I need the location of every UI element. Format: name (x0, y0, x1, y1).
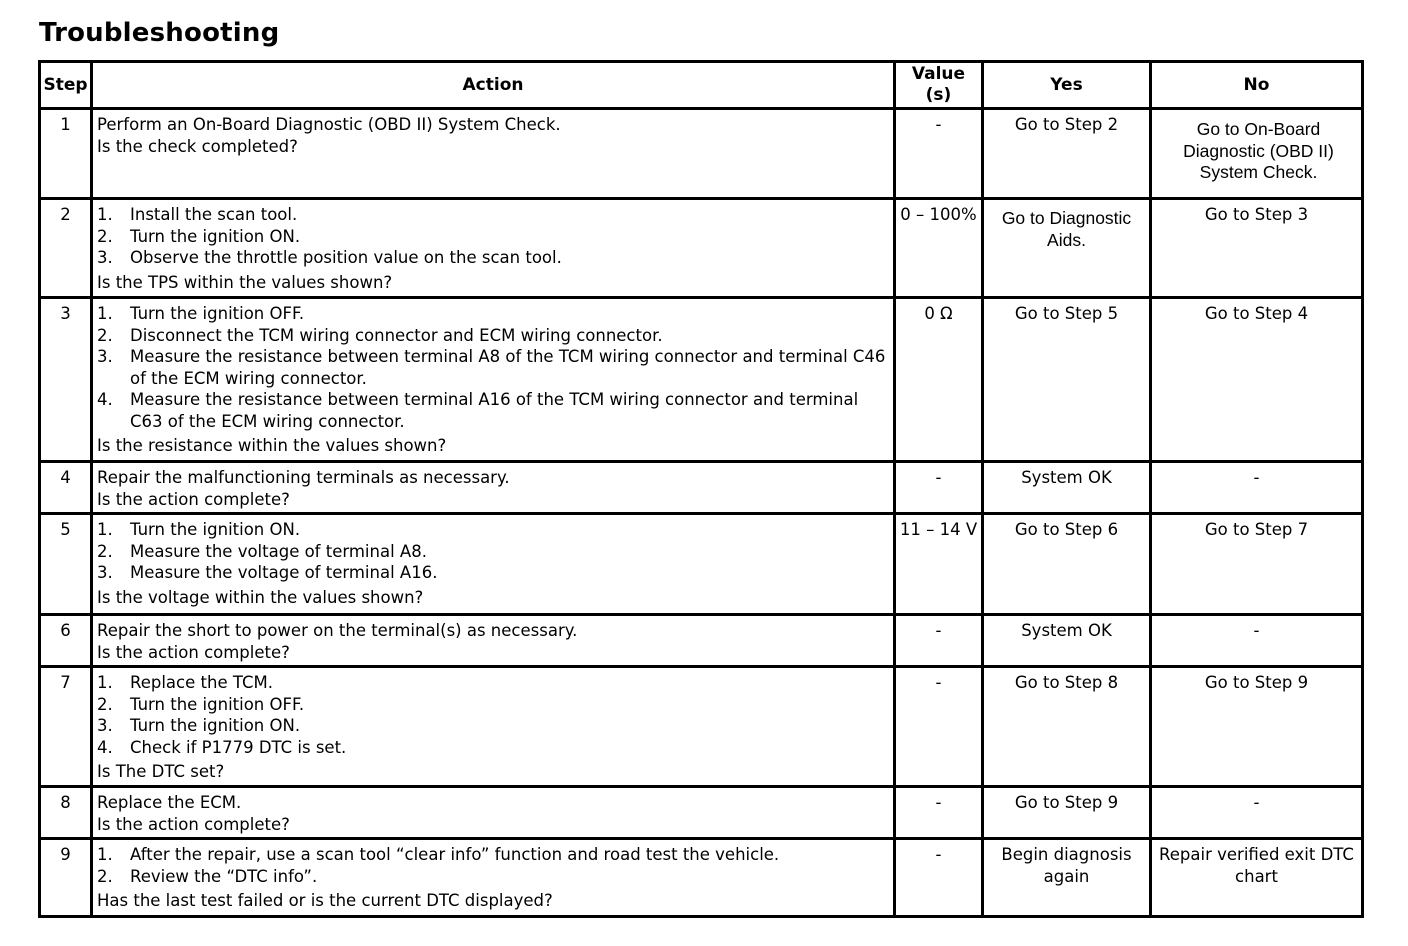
no-cell: - (1151, 615, 1363, 667)
action-step: 4. Measure the resistance between terminal A16 of the TCM wiring connector and terminal C63 of the ECM wiring connector. (97, 390, 859, 431)
action-cell (92, 839, 895, 917)
table-row (40, 199, 1363, 298)
header-step: Step (40, 62, 92, 109)
action-step-text: Measure the voltage of terminal A8. (130, 541, 427, 561)
action-step: 1. After the repair, use a scan tool “clear info” function and road test the vehicle. (97, 845, 780, 864)
action-step: 2. Review the “DTC info”. (97, 866, 318, 886)
no-cell: Go to Step 7 (1151, 514, 1363, 615)
action-step: 3. Measure the resistance between terminal A8 of the TCM wiring connector and terminal C46 of the ECM wiring connector. (97, 347, 886, 388)
header-action: Action (92, 62, 895, 109)
action-cell (92, 787, 895, 839)
action-step-text: Measure the resistance between terminal A16 of the TCM wiring connector and terminal C63 of the ECM wiring connector. (130, 390, 859, 431)
action-steps-list (97, 672, 889, 758)
table-header-row (40, 62, 1363, 109)
action-line: Is the check completed? (97, 136, 298, 156)
action-step: 1. Turn the ignition ON. (97, 520, 301, 539)
action-step: 3. Turn the ignition ON. (97, 716, 301, 735)
action-step-text: Replace the TCM. (130, 673, 273, 692)
step-number: 5 (40, 514, 92, 615)
yes-cell: System OK (983, 615, 1151, 667)
action-line: Replace the ECM. (97, 793, 242, 812)
table-row (40, 462, 1363, 514)
action-step: 2. Measure the voltage of terminal A8. (97, 541, 427, 561)
action-cell (92, 615, 895, 667)
action-step-text: Measure the resistance between terminal A8 of the TCM wiring connector and terminal C46 of the ECM wiring connector. (130, 347, 886, 388)
yes-cell: Go to Diagnostic Aids. (983, 199, 1151, 298)
yes-cell: Go to Step 8 (983, 667, 1151, 787)
action-cell (92, 199, 895, 298)
action-steps-list (97, 204, 889, 269)
action-line: Repair the malfunctioning terminals as necessary. (97, 468, 510, 487)
action-steps-list (97, 519, 889, 584)
table-row (40, 514, 1363, 615)
action-step-text: Disconnect the TCM wiring connector and ECM wiring connector. (130, 325, 663, 345)
yes-cell: Go to Step 2 (983, 109, 1151, 199)
action-step-text: Check if P1779 DTC is set. (130, 737, 347, 757)
action-steps-list (97, 303, 889, 432)
table-row (40, 615, 1363, 667)
action-cell (92, 514, 895, 615)
action-step: 1. Replace the TCM. (97, 673, 273, 692)
yes-cell: Begin diagnosis again (983, 839, 1151, 917)
table-row (40, 298, 1363, 462)
action-steps-list (97, 844, 889, 887)
no-cell: Go to On-Board Diagnostic (OBD II) System Check. (1151, 109, 1363, 199)
yes-cell: Go to Step 9 (983, 787, 1151, 839)
action-step-text: Observe the throttle position value on the scan tool. (130, 248, 562, 267)
value-cell: - (895, 462, 983, 514)
table-row (40, 109, 1363, 199)
no-cell: Go to Step 3 (1151, 199, 1363, 298)
action-step: 4. Check if P1779 DTC is set. (97, 737, 347, 757)
action-cell (92, 109, 895, 199)
action-step: 2. Disconnect the TCM wiring connector and ECM wiring connector. (97, 325, 663, 345)
no-cell: - (1151, 462, 1363, 514)
action-question: Is the voltage within the values shown? (97, 587, 424, 607)
action-question: Is the TPS within the values shown? (97, 272, 393, 292)
value-cell: 0 – 100% (895, 199, 983, 298)
troubleshooting-table (38, 60, 1364, 918)
step-number: 8 (40, 787, 92, 839)
table-row (40, 839, 1363, 917)
no-cell: - (1151, 787, 1363, 839)
yes-cell: Go to Step 6 (983, 514, 1151, 615)
action-step-text: Install the scan tool. (130, 205, 298, 224)
action-line: Is the action complete? (97, 489, 290, 509)
page-title: Troubleshooting (39, 18, 280, 48)
value-cell: - (895, 839, 983, 917)
value-cell: - (895, 667, 983, 787)
step-number: 3 (40, 298, 92, 462)
action-line: Repair the short to power on the terminal(s) as necessary. (97, 621, 578, 640)
action-step: 1. Install the scan tool. (97, 205, 298, 224)
value-cell: - (895, 615, 983, 667)
action-step-text: Turn the ignition ON. (130, 226, 301, 246)
action-step: 2. Turn the ignition ON. (97, 226, 301, 246)
step-number: 7 (40, 667, 92, 787)
step-number: 2 (40, 199, 92, 298)
header-value: Value (s) (895, 62, 983, 109)
table-row (40, 667, 1363, 787)
action-step: 3. Measure the voltage of terminal A16. (97, 563, 438, 582)
action-step-text: Turn the ignition OFF. (130, 304, 305, 323)
action-cell (92, 667, 895, 787)
action-step: 2. Turn the ignition OFF. (97, 694, 305, 714)
action-step: 3. Observe the throttle position value on the scan tool. (97, 248, 562, 267)
step-number: 1 (40, 109, 92, 199)
value-cell: - (895, 787, 983, 839)
header-no: No (1151, 62, 1363, 109)
action-step-text: Measure the voltage of terminal A16. (130, 563, 438, 582)
value-cell: 11 – 14 V (895, 514, 983, 615)
no-cell: Go to Step 9 (1151, 667, 1363, 787)
no-cell: Go to Step 4 (1151, 298, 1363, 462)
action-line: Is the action complete? (97, 814, 290, 834)
value-cell: 0 Ω (895, 298, 983, 462)
step-number: 9 (40, 839, 92, 917)
action-step: 1. Turn the ignition OFF. (97, 304, 305, 323)
action-step-text: Turn the ignition ON. (130, 716, 301, 735)
step-number: 4 (40, 462, 92, 514)
action-question: Is the resistance within the values shown? (97, 436, 447, 455)
step-number: 6 (40, 615, 92, 667)
action-cell (92, 298, 895, 462)
no-cell: Repair verified exit DTC chart (1151, 839, 1363, 917)
action-question: Is The DTC set? (97, 762, 225, 781)
yes-cell: System OK (983, 462, 1151, 514)
yes-cell: Go to Step 5 (983, 298, 1151, 462)
action-question: Has the last test failed or is the current DTC displayed? (97, 891, 553, 910)
action-step-text: Review the “DTC info”. (130, 866, 318, 886)
action-line: Perform an On-Board Diagnostic (OBD II) System Check. (97, 115, 561, 134)
action-cell (92, 462, 895, 514)
action-step-text: Turn the ignition ON. (130, 520, 301, 539)
header-yes: Yes (983, 62, 1151, 109)
action-line: Is the action complete? (97, 642, 290, 662)
value-cell: - (895, 109, 983, 199)
table-row (40, 787, 1363, 839)
action-step-text: Turn the ignition OFF. (130, 694, 305, 714)
action-step-text: After the repair, use a scan tool “clear info” function and road test the vehicle. (130, 845, 780, 864)
